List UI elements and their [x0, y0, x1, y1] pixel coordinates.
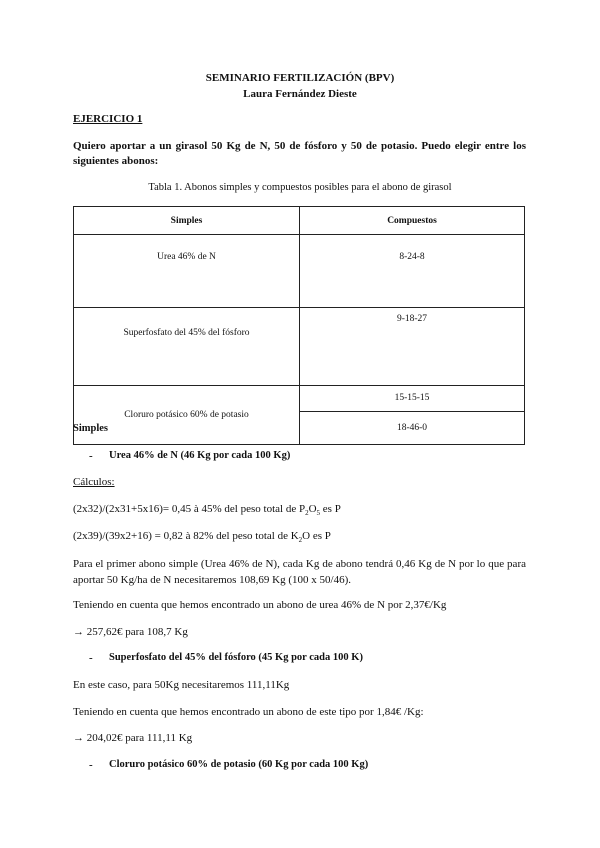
fertilizer-table: [73, 206, 525, 445]
table-cell-compuesto: 18-46-0: [300, 411, 525, 444]
simples-heading: Simples: [73, 423, 109, 434]
bullet-dash: -: [89, 450, 93, 462]
table-row: [74, 308, 525, 386]
bullet-dash: -: [89, 652, 93, 664]
calc-line-2: [73, 530, 331, 544]
table-row: [74, 386, 525, 412]
calc-1-sub-2: 5: [316, 509, 321, 518]
calc-1-text-c: es P: [320, 503, 341, 515]
table-cell-simple: Urea 46% de N: [74, 235, 300, 308]
table-cell-compuesto: 15-15-15: [300, 386, 525, 412]
calc-1-text-a: (2x32)/(2x31+5x16)= 0,45 à 45% del peso total de P: [73, 503, 306, 515]
calc-2-text-b: O es P: [302, 530, 331, 542]
exercise-heading: EJERCICIO 1: [73, 113, 143, 125]
table-header-row: [74, 207, 525, 235]
calc-2-sub: 2: [298, 536, 303, 545]
superfosfato-price: Teniendo en cuenta que hemos encontrado un abono de este tipo por 1,84€ /Kg:: [73, 706, 424, 718]
cloruro-heading: Cloruro potásico 60% de potasio (60 Kg por cada 100 Kg): [109, 759, 369, 770]
document-title: SEMINARIO FERTILIZACIÓN (BPV): [205, 72, 395, 84]
table-caption: Tabla 1. Abonos simples y compuestos posibles para el abono de girasol: [148, 182, 452, 193]
urea-heading: Urea 46% de N (46 Kg por cada 100 Kg): [109, 450, 291, 461]
superfosfato-heading: Superfosfato del 45% del fósforo (45 Kg por cada 100 K): [109, 652, 363, 663]
table-header-compuestos: Compuestos: [300, 207, 525, 235]
table-cell-simple: Superfosfato del 45% del fósforo: [74, 308, 300, 386]
exercise-statement: Quiero aportar a un girasol 50 Kg de N, 50 de fósforo y 50 de potasio. Puedo elegir entre los siguientes abonos:: [73, 140, 526, 167]
table-cell-compuesto: 9-18-27: [300, 308, 525, 386]
table-header-simples: Simples: [74, 207, 300, 235]
urea-paragraph: Para el primer abono simple (Urea 46% de N), cada Kg de abono tendrá 0,46 Kg de N por lo que para aportar 50 Kg/ha de N necesitaremos 108,69 Kg (100 x 50/46).: [73, 558, 526, 586]
calc-1-sub-1: 2: [305, 509, 309, 518]
superfosfato-paragraph: En este caso, para 50Kg necesitaremos 111,11Kg: [73, 679, 290, 691]
calc-1-text-b: O: [308, 503, 317, 515]
calc-line-1: [73, 503, 341, 517]
table-cell-simple: Cloruro potásico 60% de potasio: [74, 386, 300, 445]
calculos-label: Cálculos:: [73, 476, 115, 488]
bullet-dash: -: [89, 759, 93, 771]
superfosfato-total: → 204,02€ para 111,11 Kg: [73, 732, 193, 744]
document-author: Laura Fernández Dieste: [243, 88, 357, 100]
urea-price: Teniendo en cuenta que hemos encontrado un abono de urea 46% de N por 2,37€/Kg: [73, 599, 447, 611]
table-cell-compuesto: 8-24-8: [300, 235, 525, 308]
calc-2-text-a: (2x39)/(39x2+16) = 0,82 à 82% del peso total de K: [73, 530, 299, 542]
table-row: [74, 235, 525, 308]
urea-total: → 257,62€ para 108,7 Kg: [73, 626, 188, 638]
